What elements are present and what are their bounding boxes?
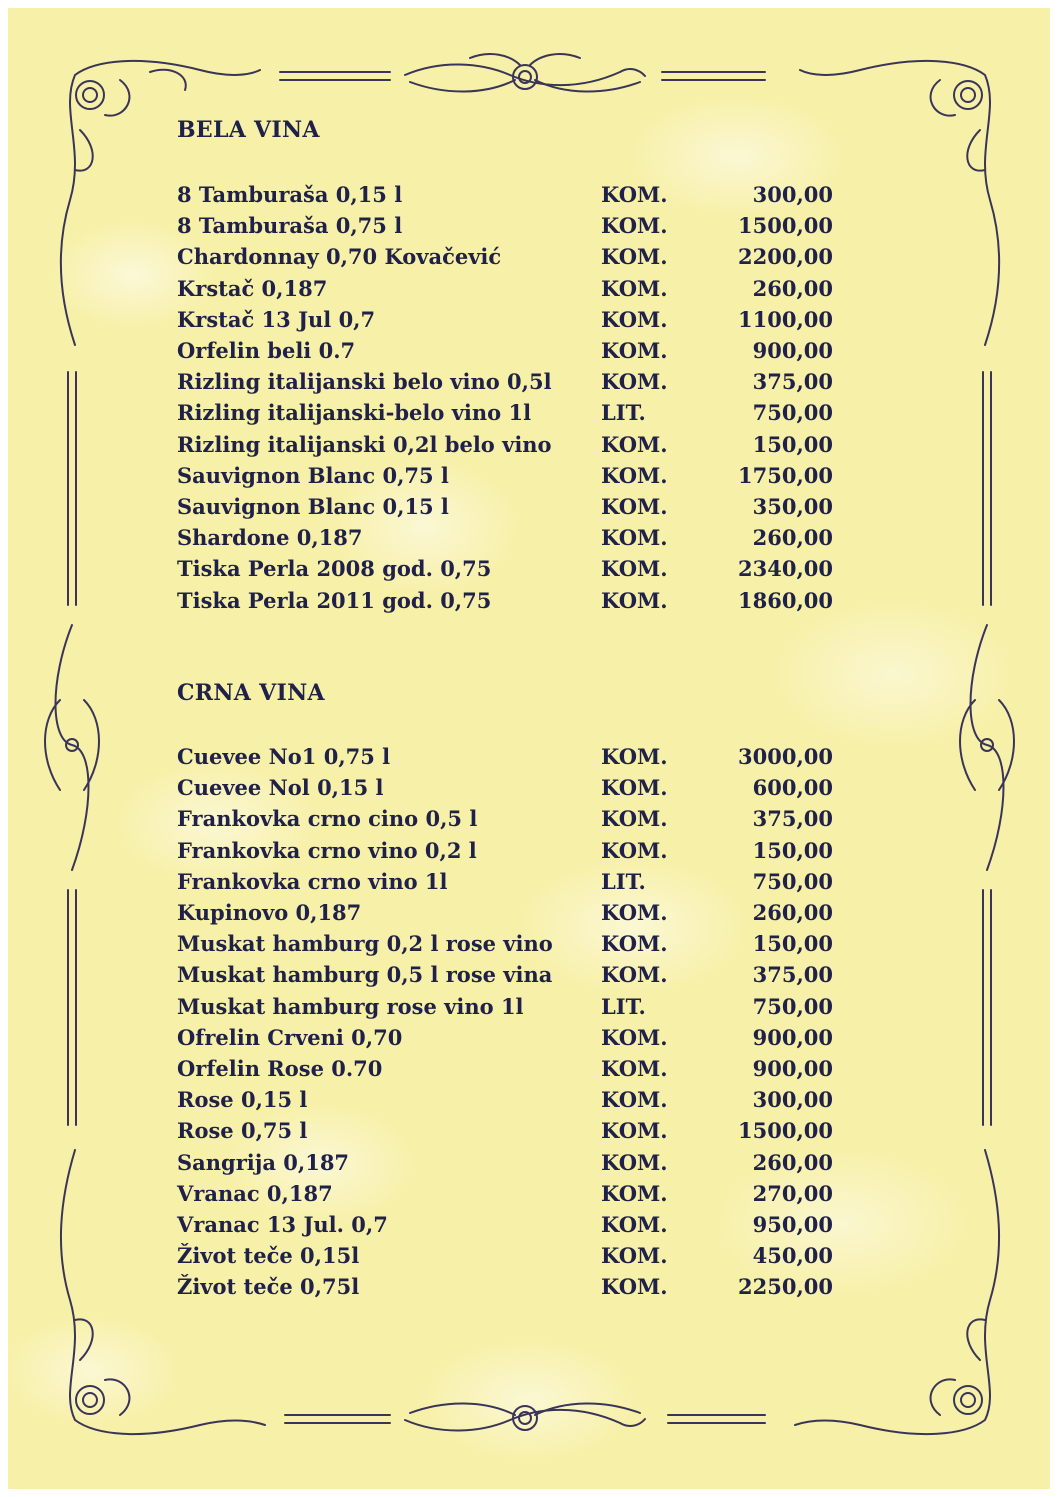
- item-price: 450,00: [752, 1243, 833, 1269]
- item-price: 900,00: [752, 338, 833, 363]
- item-name: Rizling italijanski belo vino 0,5l: [177, 369, 552, 395]
- item-price: 260,00: [752, 525, 833, 551]
- item-name: Ofrelin Crveni 0,70: [177, 1024, 403, 1050]
- item-price: 350,00: [752, 494, 833, 519]
- item-name: Frankovka crno vino 1l: [177, 868, 448, 894]
- menu-item-row: [177, 304, 837, 335]
- item-name: Tiska Perla 2008 god. 0,75: [177, 556, 492, 582]
- item-name: Chardonnay 0,70 Kovačević: [177, 244, 502, 270]
- item-name: Rose 0,75 l: [177, 1118, 308, 1144]
- menu-item-row: [177, 1147, 837, 1178]
- item-price: 3000,00: [738, 744, 833, 769]
- section-title: BELA VINA: [177, 117, 320, 143]
- item-price: 150,00: [752, 837, 833, 863]
- item-price: 260,00: [752, 900, 833, 925]
- item-price: 750,00: [752, 400, 833, 426]
- item-name: Orfelin beli 0.7: [177, 338, 356, 363]
- menu-item-row: [177, 1022, 837, 1053]
- menu-item-row: [177, 241, 837, 272]
- section-title: CRNA VINA: [177, 680, 325, 706]
- item-price: 750,00: [752, 868, 833, 894]
- item-unit: KOM.: [601, 775, 668, 801]
- item-name: Rizling italijanski-belo vino 1l: [177, 400, 532, 426]
- item-unit: KOM.: [601, 1243, 668, 1269]
- item-price: 1100,00: [738, 306, 833, 332]
- item-name: 8 Tamburaša 0,15 l: [177, 182, 403, 207]
- item-price: 600,00: [752, 775, 833, 801]
- item-name: Shardone 0,187: [177, 525, 363, 551]
- menu-item-row: [177, 1209, 837, 1240]
- item-unit: KOM.: [601, 306, 668, 332]
- item-name: Muskat hamburg 0,5 l rose vina: [177, 962, 553, 988]
- item-unit: KOM.: [601, 1056, 668, 1081]
- item-name: Sangrija 0,187: [177, 1149, 350, 1175]
- item-unit: KOM.: [601, 1118, 668, 1144]
- menu-item-row: [177, 803, 837, 834]
- item-price: 900,00: [752, 1024, 833, 1050]
- menu-item-row: [177, 1084, 837, 1115]
- item-unit: LIT.: [601, 868, 646, 894]
- item-price: 260,00: [752, 1149, 833, 1175]
- item-price: 1500,00: [738, 1118, 833, 1144]
- menu-item-row: [177, 772, 837, 803]
- menu-item-row: [177, 741, 837, 772]
- item-unit: KOM.: [601, 806, 668, 832]
- item-unit: KOM.: [601, 900, 668, 925]
- item-price: 260,00: [752, 275, 833, 301]
- item-price: 1750,00: [738, 462, 833, 488]
- item-price: 375,00: [752, 806, 833, 832]
- item-unit: KOM.: [601, 213, 668, 239]
- item-price: 300,00: [752, 1087, 833, 1113]
- menu-item-row: [177, 1178, 837, 1209]
- menu-item-row: [177, 1240, 837, 1271]
- item-unit: KOM.: [601, 1180, 668, 1206]
- item-unit: KOM.: [601, 1087, 668, 1113]
- item-unit: KOM.: [601, 494, 668, 519]
- item-name: Sauvignon Blanc 0,15 l: [177, 494, 449, 519]
- item-unit: KOM.: [601, 744, 668, 769]
- item-unit: KOM.: [601, 1149, 668, 1175]
- item-price: 2250,00: [738, 1274, 833, 1300]
- item-price: 1500,00: [738, 213, 833, 239]
- item-name: Rizling italijanski 0,2l belo vino: [177, 431, 552, 457]
- item-unit: KOM.: [601, 525, 668, 551]
- item-unit: KOM.: [601, 182, 668, 207]
- item-unit: KOM.: [601, 587, 668, 613]
- menu-item-row: [177, 273, 837, 304]
- item-price: 750,00: [752, 993, 833, 1019]
- item-price: 2200,00: [738, 244, 833, 270]
- item-name: Krstač 13 Jul 0,7: [177, 306, 376, 332]
- menu-item-row: [177, 835, 837, 866]
- item-unit: KOM.: [601, 962, 668, 988]
- item-name: Vranac 0,187: [177, 1180, 333, 1206]
- menu-item-row: [177, 460, 837, 491]
- item-name: Krstač 0,187: [177, 275, 328, 301]
- item-name: Kupinovo 0,187: [177, 900, 362, 925]
- item-unit: KOM.: [601, 244, 668, 270]
- item-unit: KOM.: [601, 556, 668, 582]
- item-name: Vranac 13 Jul. 0,7: [177, 1212, 388, 1237]
- item-name: Rose 0,15 l: [177, 1087, 308, 1113]
- item-price: 270,00: [752, 1180, 833, 1206]
- menu-item-row: [177, 1115, 837, 1146]
- item-price: 2340,00: [738, 556, 833, 582]
- menu-item-row: [177, 1271, 837, 1302]
- item-price: 950,00: [752, 1212, 833, 1237]
- menu-item-row: [177, 991, 837, 1022]
- menu-item-row: [177, 429, 837, 460]
- item-name: Orfelin Rose 0.70: [177, 1056, 383, 1081]
- item-name: Frankovka crno cino 0,5 l: [177, 806, 478, 832]
- item-name: Cuevee No1 0,75 l: [177, 744, 391, 769]
- menu-item-row: [177, 553, 837, 584]
- item-name: 8 Tamburaša 0,75 l: [177, 213, 403, 239]
- item-name: Muskat hamburg rose vino 1l: [177, 993, 524, 1019]
- item-unit: KOM.: [601, 462, 668, 488]
- item-unit: KOM.: [601, 837, 668, 863]
- item-name: Frankovka crno vino 0,2 l: [177, 837, 477, 863]
- item-name: Cuevee Nol 0,15 l: [177, 775, 384, 801]
- item-price: 300,00: [752, 182, 833, 207]
- item-unit: KOM.: [601, 1212, 668, 1237]
- menu-item-row: [177, 491, 837, 522]
- menu-item-row: [177, 866, 837, 897]
- item-unit: KOM.: [601, 369, 668, 395]
- item-unit: KOM.: [601, 931, 668, 957]
- item-price: 375,00: [752, 962, 833, 988]
- menu-item-row: [177, 585, 837, 616]
- item-name: Tiska Perla 2011 god. 0,75: [177, 587, 492, 613]
- item-price: 375,00: [752, 369, 833, 395]
- item-price: 1860,00: [738, 587, 833, 613]
- item-price: 150,00: [752, 431, 833, 457]
- item-name: Sauvignon Blanc 0,75 l: [177, 462, 449, 488]
- item-unit: KOM.: [601, 275, 668, 301]
- item-name: Život teče 0,15l: [177, 1243, 360, 1269]
- item-name: Život teče 0,75l: [177, 1274, 360, 1300]
- item-unit: KOM.: [601, 1274, 668, 1300]
- menu-item-row: [177, 397, 837, 428]
- item-name: Muskat hamburg 0,2 l rose vino: [177, 931, 553, 957]
- item-unit: KOM.: [601, 1024, 668, 1050]
- item-price: 150,00: [752, 931, 833, 957]
- menu-item-row: [177, 366, 837, 397]
- menu-item-row: [177, 522, 837, 553]
- item-unit: KOM.: [601, 431, 668, 457]
- item-unit: LIT.: [601, 993, 646, 1019]
- menu-item-row: [177, 335, 837, 366]
- item-price: 900,00: [752, 1056, 833, 1081]
- menu-item-row: [177, 928, 837, 959]
- menu-item-row: [177, 210, 837, 241]
- menu-item-row: [177, 959, 837, 990]
- item-unit: KOM.: [601, 338, 668, 363]
- menu-item-row: [177, 179, 837, 210]
- menu-item-row: [177, 897, 837, 928]
- menu-item-row: [177, 1053, 837, 1084]
- item-unit: LIT.: [601, 400, 646, 426]
